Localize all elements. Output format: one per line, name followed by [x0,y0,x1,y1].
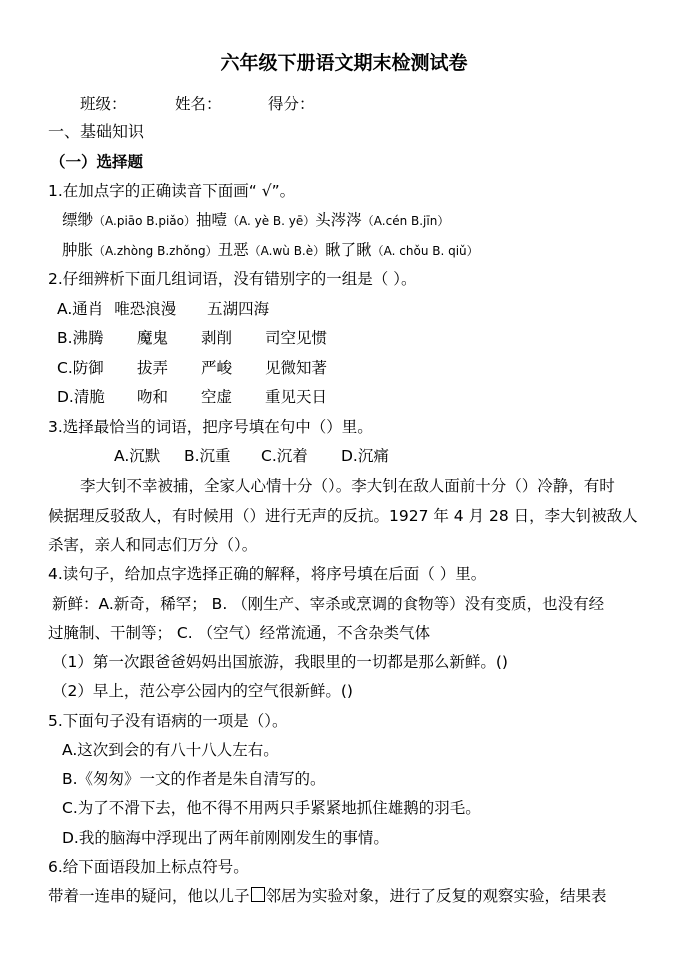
page-title: 六年级下册语文期末检测试卷 [220,52,468,74]
option-word: D.沉痛 [341,447,389,465]
q1-row1 [62,209,449,232]
option-word: B.沉重 [184,447,231,465]
punctuation-blank[interactable] [251,887,265,902]
option-word: A.沉默 [114,447,161,465]
score-label: 得分： [268,95,315,113]
q4-definition-line: 过腌制、干制等； C. （空气）经常流通，不含杂类气体 [48,624,431,642]
name-label: 姓名： [175,95,222,113]
q1-word: 抽噎 [195,211,227,229]
q1-row2 [62,239,479,262]
q3-options [114,445,389,467]
q1-options: （A.piāo B.piǎo） [93,214,196,228]
q3-passage-line: 杀害，亲人和同志们万分（）。 [48,536,258,554]
q6-passage-text: 带着一连串的疑问，他以儿子 [48,887,250,905]
option-word: 吻和 [137,388,169,406]
q4-definition-line: 新鲜：A.新奇，稀罕； B. （刚生产、宰杀或烹调的食物等）没有变质，也没有经 [52,595,605,613]
q5-option-b: B.《匆匆》一文的作者是朱自清写的。 [62,770,326,788]
q1-stem: 1.在加点字的正确读音下面画“ √”。 [48,182,296,200]
q3-stem: 3.选择最恰当的词语，把序号填在句中（）里。 [48,418,373,436]
q1-word: 缥缈 [62,211,94,229]
option-label: C.防御 [57,359,104,377]
q2-stem: 2.仔细辨析下面几组词语，没有错别字的一组是（ ）。 [48,270,417,288]
q5-stem: 5.下面句子没有语病的一项是（）。 [48,712,288,730]
option-word: 严峻 [201,359,233,377]
q4-sentence-1: （1）第一次跟爸爸妈妈出国旅游，我眼里的一切都是那么新鲜。() [52,653,508,671]
q2-option-d [57,386,327,408]
option-label: B.沸腾 [57,329,104,347]
q1-options: （A.cén B.jīn） [361,214,450,228]
q1-options: （A.zhòng B.zhǒng） [93,244,218,258]
q4-stem: 4.读句子，给加点字选择正确的解释，将序号填在后面（ ）里。 [48,565,487,583]
q1-word: 肿胀 [62,241,94,259]
q4-sentence-2: （2）早上，范公亭公园内的空气很新鲜。() [52,682,353,700]
option-word: 空虚 [201,388,233,406]
option-word: 唯恐浪漫 [114,300,177,318]
q2-option-b [57,327,327,349]
option-label: A.通肖 [57,300,104,318]
option-word: 拔弄 [137,359,169,377]
option-word: 司空见惯 [265,329,328,347]
q2-option-a [57,298,269,320]
q5-option-c: C.为了不滑下去，他不得不用两只手紧紧地抓住雄鹅的羽毛。 [62,799,481,817]
q1-word: 头涔涔 [315,211,362,229]
q1-options: （A. yè B. yē） [227,214,316,228]
q6-passage-line [48,885,607,907]
q3-passage-line: 候据理反驳敌人，有时候用（）进行无声的反抗。1927 年 4 月 28 日，李大钊被敌人 [48,507,638,525]
section-heading: 一、基础知识 [48,122,145,141]
subsection-heading: （一）选择题 [50,153,144,171]
q3-passage-line: 李大钊不幸被捕，全家人心情十分（）。李大钊在敌人面前十分（）冷静，有时 [80,477,615,495]
option-word: 魔鬼 [137,329,169,347]
q6-passage-text: 邻居为实验对象，进行了反复的观察实验，结果表 [265,887,607,905]
q6-stem: 6.给下面语段加上标点符号。 [48,858,249,876]
q1-options: （A. chǒu B. qiǔ） [371,244,479,258]
q1-options: （A.wù B.è） [248,244,326,258]
option-word: 见微知著 [265,359,328,377]
option-word: 重见天日 [265,388,328,406]
class-label: 班级： [80,95,127,113]
option-word: 剥削 [201,329,233,347]
option-label: D.清脆 [57,388,105,406]
q5-option-a: A.这次到会的有八十八人左右。 [62,741,279,759]
option-word: 五湖四海 [207,300,270,318]
q5-option-d: D.我的脑海中浮现出了两年前刚刚发生的事情。 [62,829,389,847]
q1-word: 丑恶 [217,241,249,259]
q1-word: 瞅了瞅 [325,241,372,259]
q2-option-c [57,357,327,379]
option-word: C.沉着 [261,447,308,465]
